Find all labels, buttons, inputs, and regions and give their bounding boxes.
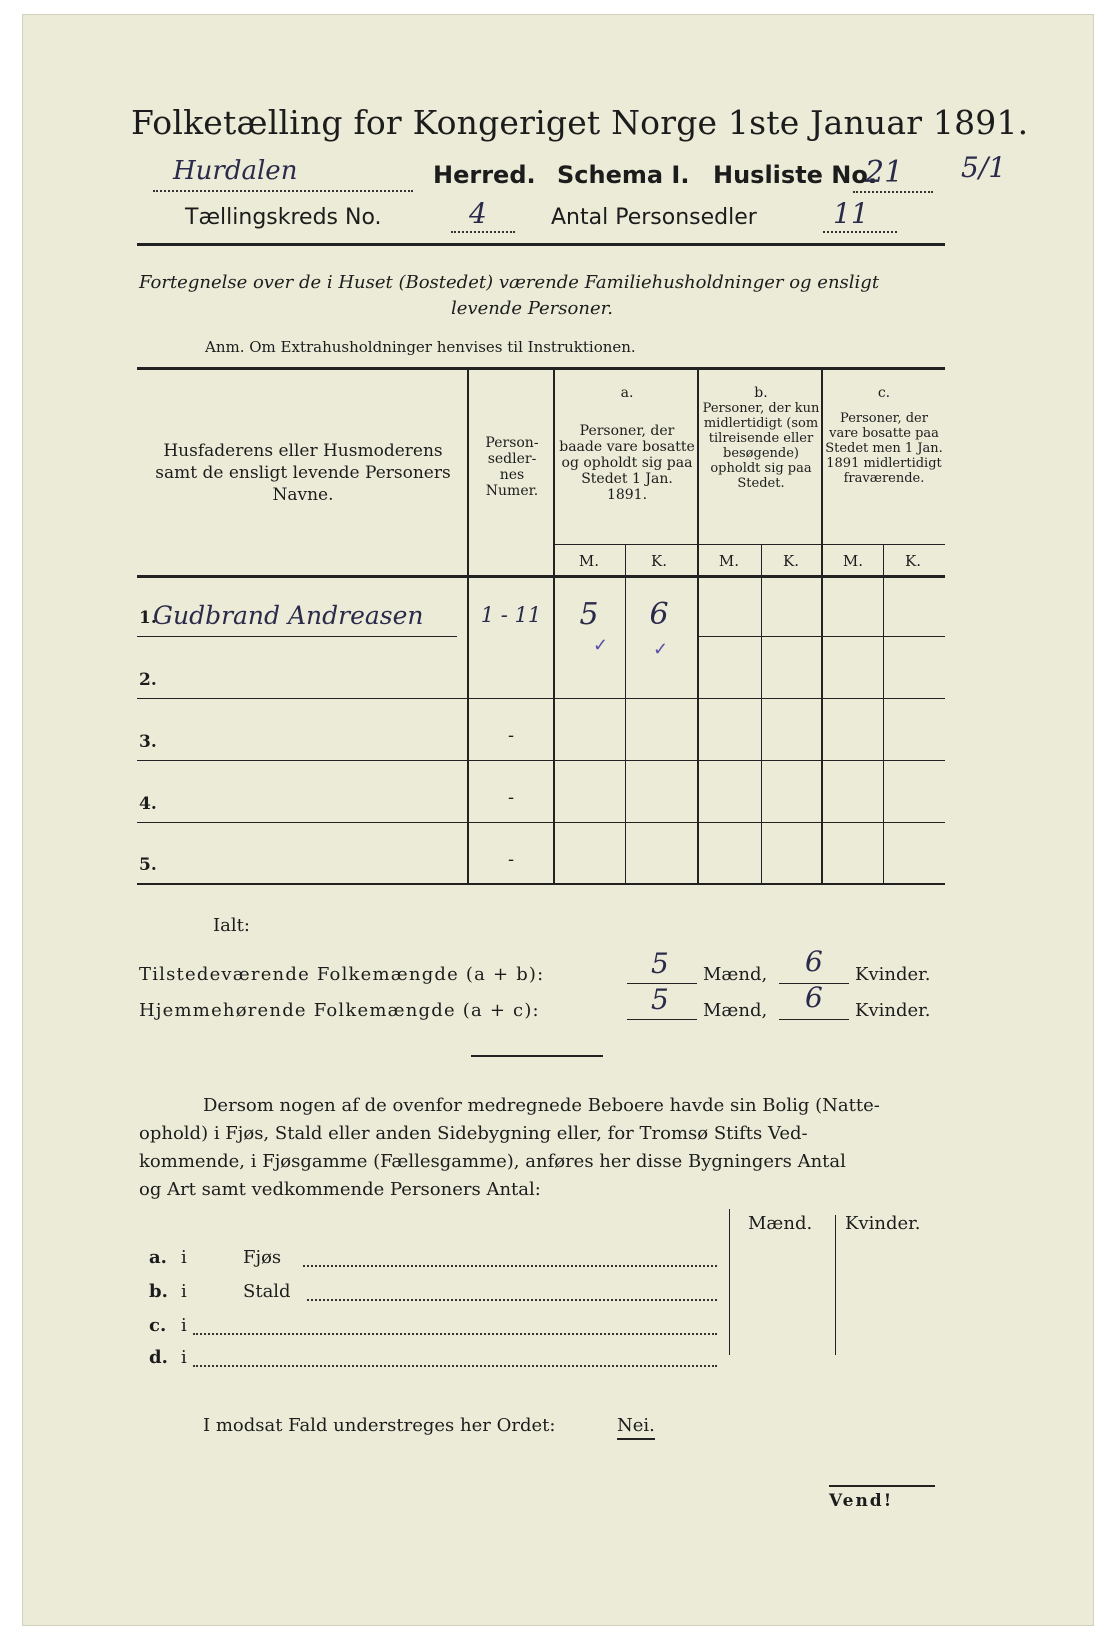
kreds-label: Tællingskreds No. xyxy=(185,205,382,230)
buildings-maend-head: Mænd. xyxy=(748,1213,813,1234)
col-header-a-letter: a. xyxy=(620,385,634,401)
margin-note: 5/1 xyxy=(961,151,1007,184)
herred-value: Hurdalen xyxy=(173,156,298,186)
buildings-para-3: kommende, i Fjøsgamme (Fællesgamme), anføres her disse Bygningers Antal xyxy=(139,1151,846,1172)
col-header-b-letter: b. xyxy=(754,385,768,401)
building-text: Stald xyxy=(243,1281,291,1302)
row-separator xyxy=(137,698,945,699)
building-i: i xyxy=(181,1247,187,1268)
buildings-col-divider xyxy=(729,1209,730,1355)
ialt-label: Ialt: xyxy=(213,915,250,936)
col-b-k-label: K. xyxy=(783,552,799,570)
row-numer: - xyxy=(507,787,515,808)
intro-line-1: Fortegnelse over de i Huset (Bostedet) værende Familiehusholdninger og ensligt xyxy=(139,272,880,293)
building-i: i xyxy=(181,1315,187,1336)
row-name: Gudbrand Andreasen xyxy=(153,601,424,630)
herred-label: Herred. xyxy=(433,161,536,189)
buildings-para-4: og Art samt vedkommende Personers Antal: xyxy=(139,1179,541,1200)
husliste-label: Husliste No. xyxy=(713,161,877,189)
vend-label: Vend! xyxy=(829,1491,894,1511)
modsat-text: I modsat Fald understreges her Ordet: xyxy=(203,1415,556,1436)
table-header-rule xyxy=(137,575,945,578)
row-numer: - xyxy=(507,725,515,746)
row-numer: - xyxy=(507,849,515,870)
row-number: 5. xyxy=(139,855,157,875)
census-form-page xyxy=(22,14,1094,1626)
table-bottom-rule xyxy=(137,883,945,885)
vend-rule xyxy=(829,1485,935,1487)
tilstede-kvinder-label: Kvinder. xyxy=(855,964,931,985)
row-number: 2. xyxy=(139,670,157,690)
hjemme-kvinder-label: Kvinder. xyxy=(855,1000,931,1021)
table-subcol-divider xyxy=(761,545,762,883)
kreds-field xyxy=(451,197,515,233)
col-a-m-label: M. xyxy=(578,552,600,570)
intro-line-2: levende Personer. xyxy=(451,298,613,319)
col-header-c: Personer, der vare bosatte paa Stedet men 1 Jan. 1891 midlertidigt fraværende. xyxy=(825,411,943,486)
personsedler-field xyxy=(823,197,897,233)
tilstede-m-field xyxy=(627,947,697,984)
buildings-kvinder-head: Kvinder. xyxy=(845,1213,921,1234)
buildings-para-2: ophold) i Fjøs, Stald eller anden Sidebygning eller, for Tromsø Stifts Ved- xyxy=(139,1123,808,1144)
row-number: 1. xyxy=(139,608,157,628)
row-number: 3. xyxy=(139,732,157,752)
row-numer: 1 - 11 xyxy=(480,603,542,627)
hjemme-m-value: 5 xyxy=(651,983,669,1016)
table-col-divider xyxy=(697,369,699,883)
col-header-a: Personer, der baade vare bosatte og opholdt sig paa Stedet 1 Jan. 1891. xyxy=(559,423,695,503)
building-letter: b. xyxy=(149,1281,168,1302)
row-a-m: 5 xyxy=(579,597,599,632)
row-separator-right xyxy=(697,636,945,637)
table-col-divider xyxy=(553,369,555,883)
buildings-para-1: Dersom nogen af de ovenfor medregnede Beboere havde sin Bolig (Natte- xyxy=(203,1095,880,1116)
table-subcol-divider xyxy=(625,545,626,883)
section-divider xyxy=(471,1055,603,1057)
husliste-field xyxy=(853,155,933,193)
hjemme-label: Hjemmehørende Folkemængde (a + c): xyxy=(139,1000,540,1021)
building-letter: a. xyxy=(149,1247,167,1268)
tilstede-maend-label: Mænd, xyxy=(703,964,768,985)
building-i: i xyxy=(181,1347,187,1368)
building-text: Fjøs xyxy=(243,1247,282,1268)
nei-word: Nei. xyxy=(617,1415,655,1440)
row-a-k: 6 xyxy=(649,597,669,632)
table-top-rule xyxy=(137,367,945,370)
row-number: 4. xyxy=(139,794,157,814)
col-a-k-label: K. xyxy=(651,552,667,570)
col-c-k-label: K. xyxy=(905,552,921,570)
col-header-numer: Person-sedler-nes Numer. xyxy=(485,435,539,499)
col-c-m-label: M. xyxy=(842,552,864,570)
building-letter: d. xyxy=(149,1347,168,1368)
table-col-divider xyxy=(821,369,823,883)
checkmark-icon: ✓ xyxy=(653,639,669,660)
table-subcol-divider xyxy=(883,545,884,883)
tilstede-m-value: 5 xyxy=(651,947,669,980)
checkmark-icon: ✓ xyxy=(593,635,609,656)
tilstede-label: Tilstedeværende Folkemængde (a + b): xyxy=(139,964,545,985)
personsedler-label: Antal Personsedler xyxy=(551,205,757,230)
tilstede-k-value: 6 xyxy=(805,945,823,978)
hjemme-maend-label: Mænd, xyxy=(703,1000,768,1021)
kreds-value: 4 xyxy=(469,197,487,230)
row-separator-short xyxy=(137,636,457,637)
col-header-c-letter: c. xyxy=(877,385,891,401)
anm-note: Anm. Om Extrahusholdninger henvises til Instruktionen. xyxy=(205,338,636,356)
tilstede-k-field xyxy=(779,945,849,984)
building-i: i xyxy=(181,1281,187,1302)
mk-header-rule xyxy=(555,544,945,545)
hjemme-m-field xyxy=(627,983,697,1020)
row-separator xyxy=(137,822,945,823)
husliste-value: 21 xyxy=(865,155,904,190)
hjemme-k-field xyxy=(779,981,849,1020)
building-letter: c. xyxy=(149,1315,167,1336)
form-title: Folketælling for Kongeriget Norge 1ste Januar 1891. xyxy=(131,103,1029,142)
buildings-col-divider xyxy=(835,1215,836,1355)
schema-label: Schema I. xyxy=(557,161,690,189)
col-header-names: Husfaderens eller Husmoderens samt de ensligt levende Personers Navne. xyxy=(155,441,451,505)
col-header-b: Personer, der kun midlertidigt (som tilreisende eller besøgende) opholdt sig paa Stedet. xyxy=(702,401,820,491)
personsedler-value: 11 xyxy=(833,197,869,230)
hjemme-k-value: 6 xyxy=(805,981,823,1014)
herred-field xyxy=(153,156,413,192)
col-b-m-label: M. xyxy=(718,552,740,570)
table-col-divider xyxy=(467,369,469,883)
header-rule xyxy=(137,243,945,246)
row-separator xyxy=(137,760,945,761)
